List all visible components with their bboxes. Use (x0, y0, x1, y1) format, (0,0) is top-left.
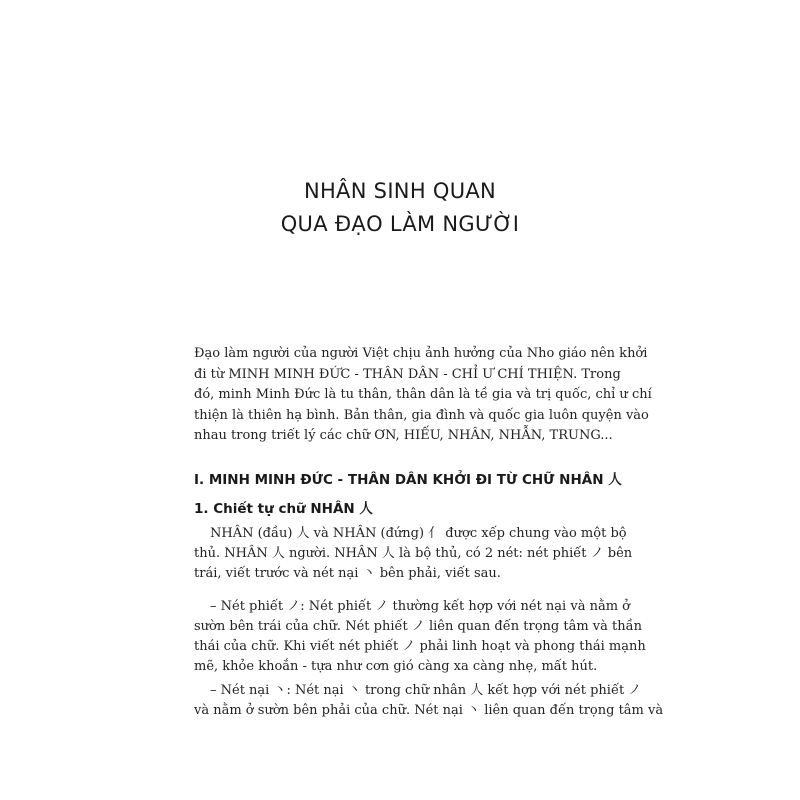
intro-line: nhau trong triết lý các chữ ƠN, HIẾU, NHÂN, NHẪN, TRUNG... (194, 428, 613, 443)
paragraph-line: thái của chữ. Khi viết nét phiết ノ phải linh hoạt và phong thái mạnh (194, 639, 646, 654)
paragraph-line: mẽ, khỏe khoắn - tựa như cơn gió càng xa càng nhẹ, mất hút. (194, 659, 598, 674)
paragraph-line: và nằm ở sườn bên phải của chữ. Nét nại 丶 liên quan đến trọng tâm và (194, 703, 664, 718)
intro-line: thiện là thiên hạ bình. Bản thân, gia đình và quốc gia luôn quyện vào (194, 407, 649, 423)
paragraph-net-nai (194, 681, 664, 721)
paragraph-line: sườn bên trái của chữ. Nét phiết ノ liên quan đến trọng tâm và thần (194, 619, 642, 634)
paragraph-line: NHÂN (đầu) 人 và NHÂN (đứng) 亻 được xếp chung vào một bộ (210, 526, 627, 541)
subsection-heading: 1. Chiết tự chữ NHÂN 人 (194, 501, 373, 517)
intro-line: đi từ MINH MINH ĐỨC - THÂN DÂN - CHỈ Ư CHÍ THIỆN. Trong (194, 366, 621, 382)
intro-line: đó, minh Minh Đức là tu thân, thân dân là tề gia và trị quốc, chỉ ư chí (194, 387, 652, 402)
intro-paragraph (194, 344, 652, 447)
paragraph-nhan-radical (194, 524, 633, 584)
intro-line: Đạo làm người của người Việt chịu ảnh hưởng của Nho giáo nên khởi (194, 346, 648, 361)
chapter-title-line-2: QUA ĐẠO LÀM NGƯỜI (280, 212, 520, 236)
chapter-title-line-1: NHÂN SINH QUAN (303, 179, 497, 203)
section-heading: I. MINH MINH ĐỨC - THÂN DÂN KHỞI ĐI TỪ CHỮ NHÂN 人 (194, 472, 622, 488)
paragraph-line: – Nét nại 丶: Nét nại 丶 trong chữ nhân 人 kết hợp với nét phiết ノ (210, 683, 642, 698)
paragraph-net-phiet (194, 597, 646, 677)
paragraph-line: thủ. NHÂN 人 người. NHÂN 人 là bộ thủ, có 2 nét: nét phiết ノ bên (194, 546, 633, 561)
paragraph-line: – Nét phiết ノ: Nét phiết ノ thường kết hợp với nét nại và nằm ở (210, 599, 630, 614)
paragraph-line: trái, viết trước và nét nại 丶 bên phải, viết sau. (194, 566, 501, 581)
